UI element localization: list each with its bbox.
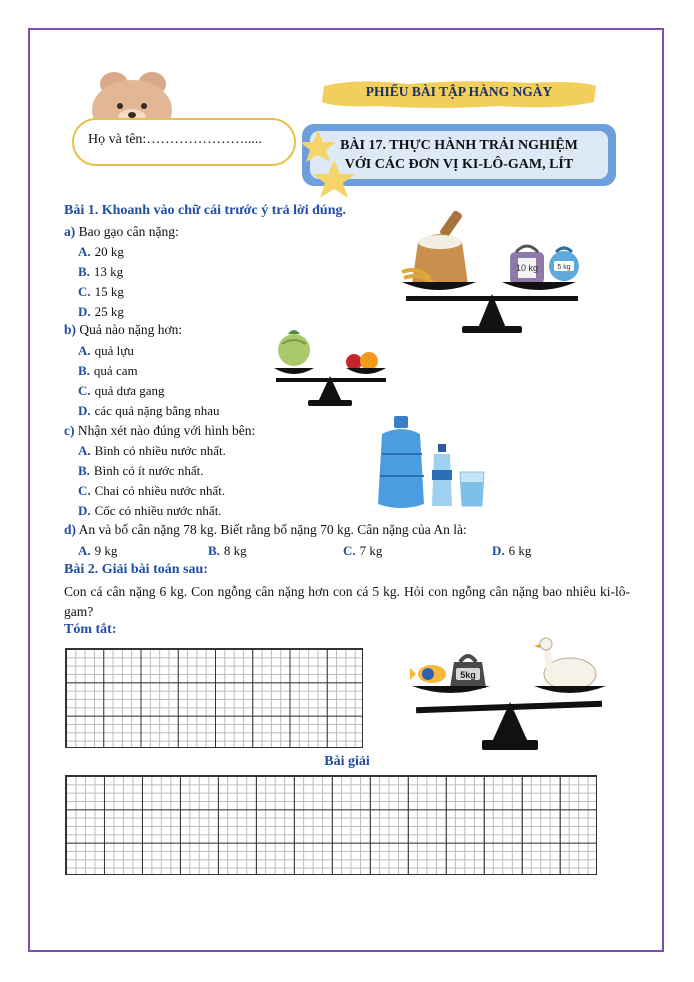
ex1-a-option-c[interactable] xyxy=(78,282,124,302)
name-field-label[interactable]: Họ và tên:…………………..... xyxy=(88,132,262,147)
ex1-d-text: An và bố cân nặng 78 kg. Biết rằng bố nặng 70 kg. Cân nặng của An là: xyxy=(78,522,467,537)
rice-scale-illustration-icon xyxy=(398,206,588,336)
lesson-title-line2: VỚI CÁC ĐƠN VỊ KI-LÔ-GAM, LÍT xyxy=(344,157,574,172)
ex2-summary-label: Tóm tắt: xyxy=(64,622,117,637)
option-letter[interactable]: A. xyxy=(78,543,91,558)
ex1-b-option-b[interactable] xyxy=(78,361,220,381)
ex1-c-option-c[interactable] xyxy=(78,481,226,501)
option-letter[interactable]: D. xyxy=(78,304,91,319)
weight-5kg-label: 5 kg xyxy=(557,264,571,271)
option-text: Bình có nhiều nước nhất. xyxy=(94,443,226,458)
ex1-c-options xyxy=(78,441,226,521)
ex1-a-option-b[interactable] xyxy=(78,262,124,282)
option-text: quả cam xyxy=(93,363,138,378)
option-letter[interactable]: B. xyxy=(208,543,220,558)
ex1-d-label: d) xyxy=(64,522,77,537)
ex1-a-option-d[interactable] xyxy=(78,302,124,322)
ex1-b-option-a[interactable] xyxy=(78,341,220,361)
option-text: 25 kg xyxy=(94,304,124,319)
ex1-a-text: Bao gạo cân nặng: xyxy=(78,224,179,239)
ex1-b-option-d[interactable] xyxy=(78,401,220,421)
ex1-c-text: Nhận xét nào đúng với hình bên: xyxy=(77,423,256,438)
ex1-title: Bài 1. Khoanh vào chữ cái trước ý trả lời đúng. xyxy=(64,203,346,218)
ex1-a-question xyxy=(64,222,179,242)
fish-side-weight-label: 5kg xyxy=(460,670,476,680)
option-text: quả lựu xyxy=(94,343,134,358)
lesson-title-line1: BÀI 17. THỰC HÀNH TRẢI NGHIỆM xyxy=(340,138,578,153)
ex1-d-question xyxy=(64,520,467,540)
option-text: 15 kg xyxy=(94,284,124,299)
ex1-c-option-a[interactable] xyxy=(78,441,226,461)
option-letter[interactable]: C. xyxy=(343,543,356,558)
option-text: 9 kg xyxy=(94,543,118,558)
ex1-c-label: c) xyxy=(64,423,75,438)
star-decoration-icon xyxy=(300,128,360,200)
ex2-solution-label: Bài giải xyxy=(324,754,370,769)
ex1-d-option-d[interactable] xyxy=(492,541,531,561)
weight-10kg-label: 10 kg xyxy=(515,263,539,273)
ex1-c-question xyxy=(64,421,255,441)
option-text: 13 kg xyxy=(93,264,124,279)
option-letter[interactable]: D. xyxy=(492,543,505,558)
option-letter[interactable]: A. xyxy=(78,343,91,358)
ex1-b-question xyxy=(64,320,182,340)
option-letter[interactable]: A. xyxy=(78,244,91,259)
ex1-b-text: Quả nào nặng hơn: xyxy=(79,322,183,337)
solution-writing-grid[interactable] xyxy=(65,775,597,875)
option-letter[interactable]: B. xyxy=(78,463,90,478)
option-text: các quả nặng bằng nhau xyxy=(94,403,220,418)
ex2-problem: Con cá cân nặng 6 kg. Con ngỗng cân nặng hơn con cá 5 kg. Hỏi con ngỗng cân nặng bao nhiêu ki-lô-gam? xyxy=(64,584,630,619)
option-letter[interactable]: D. xyxy=(78,503,91,518)
option-text: 6 kg xyxy=(508,543,532,558)
summary-writing-grid[interactable] xyxy=(65,648,363,748)
ex1-b-label: b) xyxy=(64,322,77,337)
ex1-d-option-b[interactable] xyxy=(208,541,247,561)
option-text: 20 kg xyxy=(94,244,124,259)
ex1-b-option-c[interactable] xyxy=(78,381,220,401)
option-letter[interactable]: D. xyxy=(78,403,91,418)
ex1-c-option-d[interactable] xyxy=(78,501,226,521)
worksheet-label: PHIẾU BÀI TẬP HÀNG NGÀY xyxy=(365,84,553,99)
ex1-a-options xyxy=(78,242,124,322)
option-letter[interactable]: B. xyxy=(78,363,90,378)
ex1-b-options xyxy=(78,341,220,421)
option-text: Bình có ít nước nhất. xyxy=(93,463,204,478)
option-text: quả dưa gang xyxy=(94,383,165,398)
ex1-c-option-b[interactable] xyxy=(78,461,226,481)
fruit-scale-illustration-icon xyxy=(272,326,390,410)
ex1-a-label: a) xyxy=(64,224,76,239)
ex1-d-option-c[interactable] xyxy=(343,541,382,561)
option-text: Chai có nhiều nước nhất. xyxy=(94,483,226,498)
option-letter[interactable]: B. xyxy=(78,264,90,279)
option-letter[interactable]: A. xyxy=(78,443,91,458)
option-text: 7 kg xyxy=(359,543,383,558)
option-text: Cốc có nhiều nước nhất. xyxy=(94,503,222,518)
ex1-d-option-a[interactable] xyxy=(78,541,117,561)
ex2-title: Bài 2. Giải bài toán sau: xyxy=(64,562,208,577)
goose-fish-scale-illustration-icon xyxy=(410,636,610,754)
ex1-a-option-a[interactable] xyxy=(78,242,124,262)
water-containers-illustration-icon xyxy=(372,414,494,512)
option-letter[interactable]: C. xyxy=(78,284,91,299)
option-letter[interactable]: C. xyxy=(78,383,91,398)
option-text: 8 kg xyxy=(223,543,247,558)
option-letter[interactable]: C. xyxy=(78,483,91,498)
